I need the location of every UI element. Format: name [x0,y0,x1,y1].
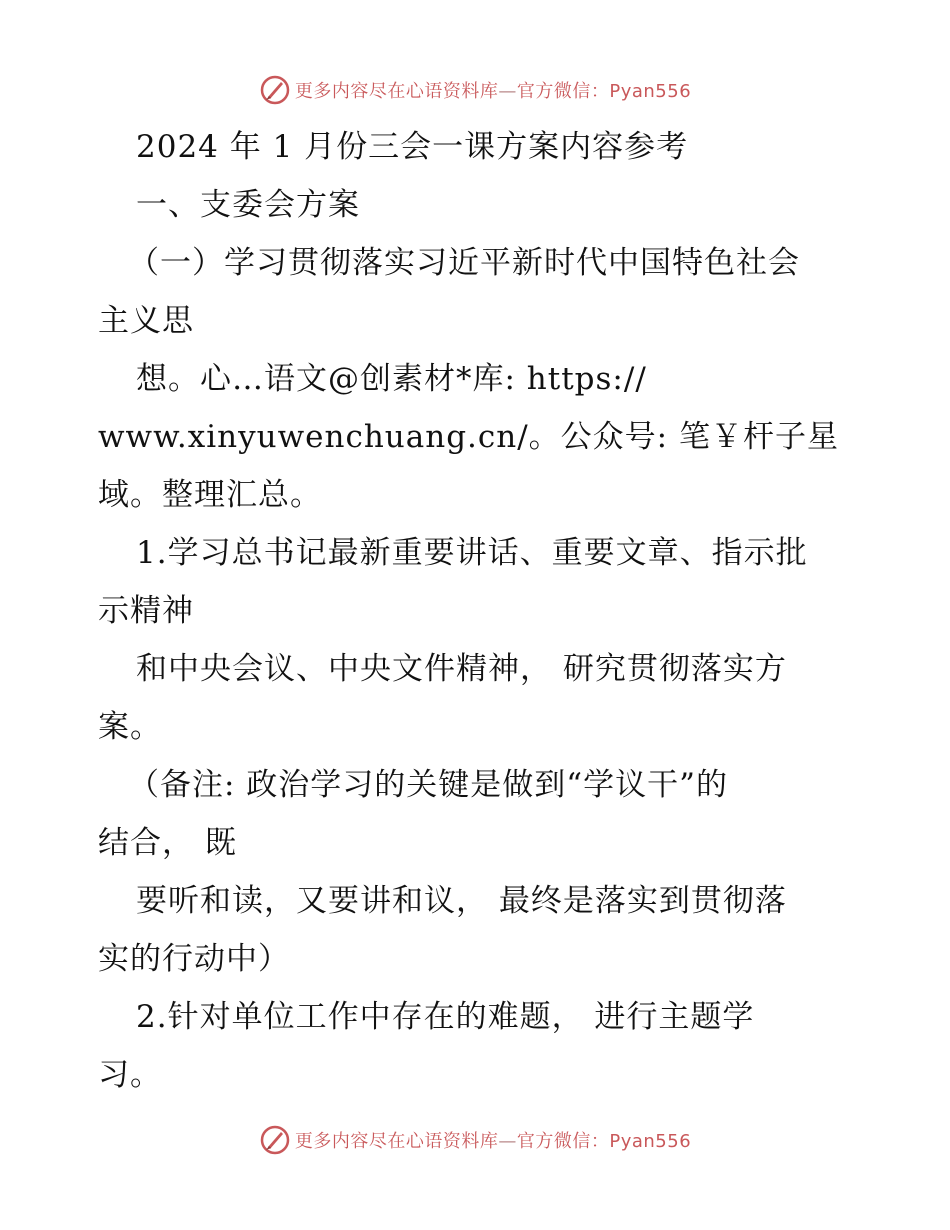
text-line: 实的行动中） [98,941,290,977]
watermark-text: 更多内容尽在心语资料库—官方微信：Pyan556 [294,1131,692,1152]
list-item: 1.学习总书记最新重要讲话、重要文章、指示批 [136,535,808,571]
text-line: 习。 [98,1057,162,1093]
watermark-text: 更多内容尽在心语资料库—官方微信：Pyan556 [294,81,692,102]
document-title: 2024 年 1 月份三会一课方案内容参考 [136,129,689,165]
section-heading: 一、支委会方案 [136,187,360,223]
text-line: 主义思 [98,303,194,339]
note-line: （备注: 政治学习的关键是做到“学议干”的 [128,767,728,803]
text-line: 结合， 既 [98,825,237,861]
document-body [98,118,858,1104]
list-item: 2.针对单位工作中存在的难题， 进行主题学 [136,999,755,1035]
watermark-banner-bottom [0,1120,950,1160]
text-line: 想。心…语文@创素材*库: https:// [136,361,647,397]
text-line: www.xinyuwenchuang.cn/。公众号: 笔￥杆子星 [98,419,839,455]
quill-logo-icon [259,74,291,106]
text-line: 域。整理汇总。 [98,477,322,513]
quill-logo-icon [259,1124,291,1156]
text-line: 要听和读，又要讲和议， 最终是落实到贯彻落 [136,883,787,919]
text-line: 示精神 [98,593,194,629]
watermark-banner-top [0,70,950,110]
text-line: 案。 [98,709,162,745]
subsection-heading: （一）学习贯彻落实习近平新时代中国特色社会 [128,245,800,281]
text-line: 和中央会议、中央文件精神， 研究贯彻落实方 [136,651,787,687]
